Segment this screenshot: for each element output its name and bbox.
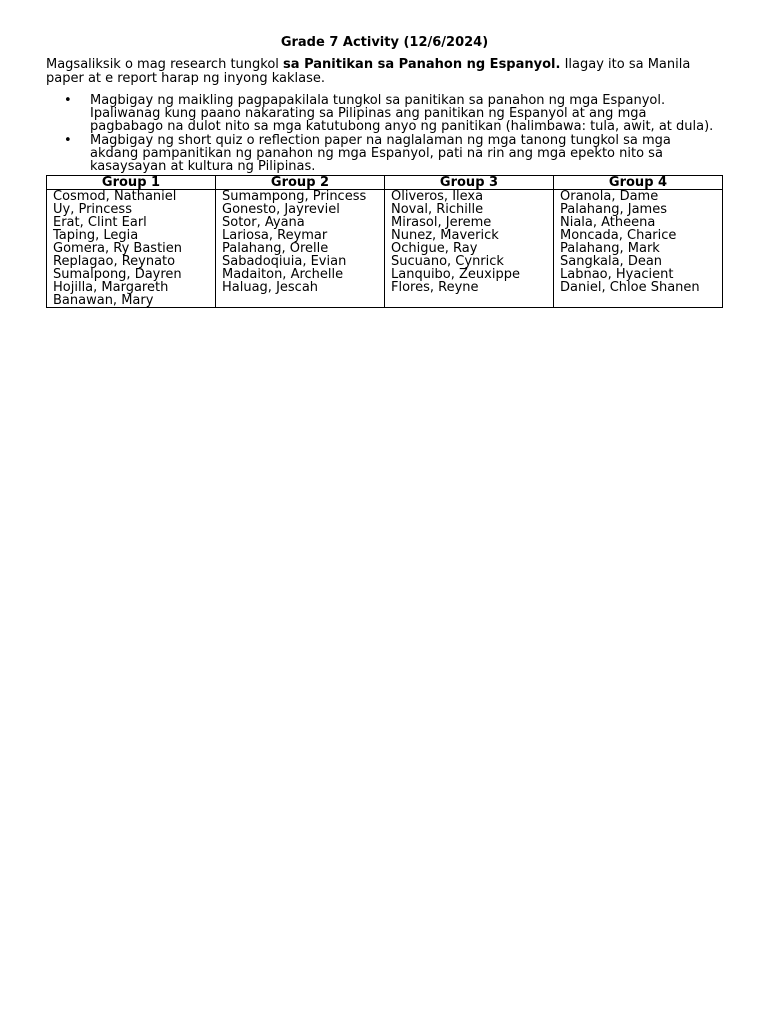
table-header-row — [47, 176, 723, 190]
intro-topic-bold: sa Panitikan sa Panahon ng Espanyol. — [283, 57, 561, 72]
member-name: Palahang, Orelle — [222, 241, 329, 256]
group-2-header: Group 2 — [216, 176, 385, 190]
member-name: Cosmod, Nathaniel — [53, 189, 177, 204]
member-name: Palahang, James — [560, 202, 667, 217]
member-name: Gonesto, Jayreviel — [222, 202, 340, 217]
groups-table — [46, 175, 723, 308]
bullet-icon: • — [64, 93, 72, 108]
member-name: Nunez, Maverick — [391, 228, 499, 243]
member-name: Mirasol, Jereme — [391, 215, 492, 230]
group-2-members — [216, 190, 385, 308]
member-name: Erat, Clint Earl — [53, 215, 147, 230]
member-name: Lanquibo, Zeuxippe — [391, 267, 520, 282]
group-4-header: Group 4 — [554, 176, 723, 190]
task-list — [46, 94, 723, 173]
task-text: Magbigay ng short quiz o reflection paper na naglalaman ng mga tanong tungkol sa mga akdang pampanitikan ng panahon ng mga Espanyol, pati na rin ang mga epekto nito sa kasaysayan at kultura ng Pilipinas. — [90, 133, 671, 174]
member-name: Oranola, Dame — [560, 189, 659, 204]
member-name: Sumalpong, Dayren — [53, 267, 182, 282]
member-name: Palahang, Mark — [560, 241, 660, 256]
group-1-members — [47, 190, 216, 308]
member-name: Noval, Richille — [391, 202, 484, 217]
group-1-header: Group 1 — [47, 176, 216, 190]
task-item — [64, 93, 723, 134]
intro-paragraph — [46, 58, 723, 86]
intro-text-end: Ilagay ito sa Manila paper at e report harap ng inyong kaklase. — [46, 57, 691, 86]
document-title: Grade 7 Activity (12/6/2024) — [280, 35, 489, 50]
table-row — [47, 190, 723, 308]
bullet-icon: • — [64, 133, 72, 148]
member-name: Oliveros, Ilexa — [391, 189, 484, 204]
member-name: Labnao, Hyacient — [560, 267, 674, 282]
member-name: Haluag, Jescah — [222, 280, 319, 295]
task-item — [64, 133, 723, 174]
group-4-members — [554, 190, 723, 308]
member-name: Sumampong, Princess — [222, 189, 367, 204]
member-name: Taping, Legia — [53, 228, 139, 243]
member-name: Sabadoqiuia, Evian — [222, 254, 347, 269]
task-text: Magbigay ng maikling pagpapakilala tungkol sa panitikan sa panahon ng mga Espanyol. Ipaliwanag kung paano nakarating sa Pilipinas ang panitikan ng Espanyol at ang mga pagbabago na dulot nito sa mga katutubong anyo ng panitikan (halimbawa: tula, awit, at dula). — [90, 93, 714, 134]
member-name: Daniel, Chloe Shanen — [560, 280, 700, 295]
member-name: Moncada, Charice — [560, 228, 677, 243]
member-name: Sucuano, Cynrick — [391, 254, 504, 269]
document-page — [46, 35, 723, 308]
member-name: Lariosa, Reymar — [222, 228, 328, 243]
member-name: Flores, Reyne — [391, 280, 479, 295]
group-3-members — [385, 190, 554, 308]
intro-text-start: Magsaliksik o mag research tungkol — [46, 57, 284, 72]
member-name: Sotor, Ayana — [222, 215, 305, 230]
member-name: Niala, Atheena — [560, 215, 656, 230]
member-name: Ochigue, Ray — [391, 241, 478, 256]
group-3-header: Group 3 — [385, 176, 554, 190]
member-name: Gomera, Ry Bastien — [53, 241, 183, 256]
member-name: Hojilla, Margareth — [53, 280, 169, 295]
member-name: Sangkala, Dean — [560, 254, 663, 269]
member-name: Madaiton, Archelle — [222, 267, 344, 282]
member-name: Uy, Princess — [53, 202, 132, 217]
member-name: Banawan, Mary — [53, 293, 154, 308]
member-name: Replagao, Reynato — [53, 254, 176, 269]
